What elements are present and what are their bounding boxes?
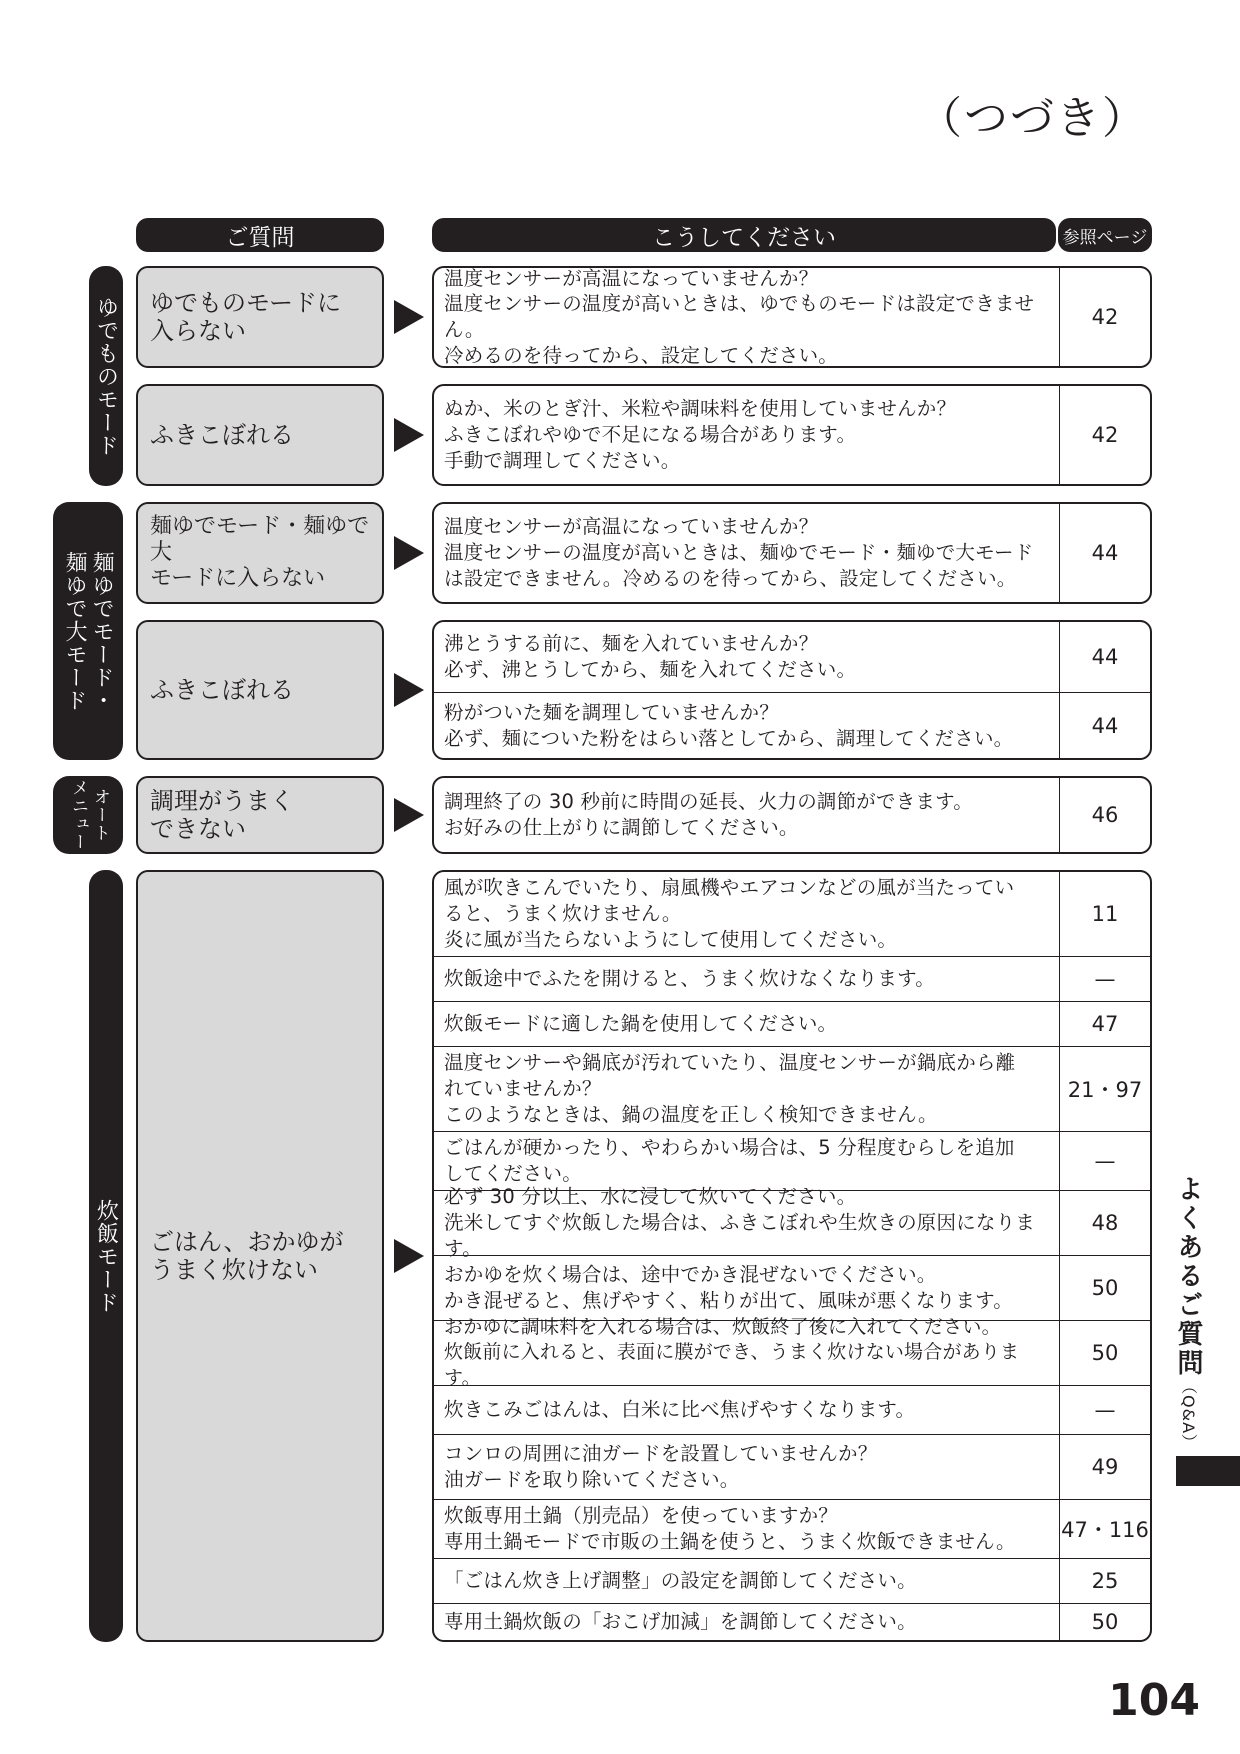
answer-page-ref: 49 bbox=[1059, 1435, 1150, 1499]
arrow-right-icon bbox=[394, 300, 424, 334]
answer-text: 炊飯モードに適した鍋を使用してください。 bbox=[444, 1012, 838, 1036]
header-page: 参照ページ bbox=[1058, 218, 1152, 252]
answer-text: ごはんが硬かったり、やわらかい場合は、5 分程度むらしを追加 してください。 bbox=[444, 1136, 1015, 1185]
answer-box bbox=[432, 620, 1152, 760]
answer-text: 専用土鍋炊飯の「おこげ加減」を調節してください。 bbox=[444, 1610, 917, 1634]
answer-row bbox=[434, 622, 1150, 692]
answer-row bbox=[434, 268, 1150, 366]
answer-page-ref: — bbox=[1059, 1386, 1150, 1434]
arrow-right-icon bbox=[394, 536, 424, 570]
section-label-text: 麺ゆで大モード bbox=[62, 550, 87, 712]
answer-page-ref: 47・116 bbox=[1059, 1500, 1150, 1558]
answer-text: 温度センサーが高温になっていませんか？ 温度センサーの温度が高いときは、ゆでものモードは設定できません。 冷めるのを待ってから、設定してください。 bbox=[444, 266, 1035, 367]
question-rice-porridge-fails: ごはん、おかゆが うまく炊けない bbox=[136, 870, 384, 1642]
side-tab-bar bbox=[1176, 1456, 1240, 1486]
section-label-text: 炊飯モード bbox=[93, 1198, 119, 1314]
answer-box bbox=[432, 870, 1152, 1642]
answer-row bbox=[434, 504, 1150, 602]
answer-page-ref: 50 bbox=[1059, 1604, 1150, 1640]
answer-row bbox=[434, 1185, 1150, 1260]
answer-row bbox=[434, 1558, 1150, 1603]
answer-page-ref: 44 bbox=[1059, 622, 1150, 692]
arrow-right-icon bbox=[394, 1239, 424, 1273]
answer-text: 「ごはん炊き上げ調整」の設定を調節してください。 bbox=[444, 1569, 917, 1593]
side-tab-label bbox=[1170, 1175, 1207, 1451]
answer-row bbox=[434, 1046, 1150, 1131]
answer-box bbox=[432, 384, 1152, 486]
answer-page-ref: 11 bbox=[1059, 872, 1150, 956]
answer-text: 沸とうする前に、麺を入れていませんか？ 必ず、沸とうしてから、麺を入れてください。 bbox=[444, 632, 857, 681]
answer-row bbox=[434, 1499, 1150, 1558]
answer-row bbox=[434, 956, 1150, 1001]
answer-page-ref: 25 bbox=[1059, 1559, 1150, 1603]
answer-text: 温度センサーが高温になっていませんか？ 温度センサーの温度が高いときは、麺ゆでモード・麺ゆで大モード は設定できません。冷めるのを待ってから、設定してください。 bbox=[444, 515, 1034, 590]
answer-row bbox=[434, 1434, 1150, 1499]
answer-page-ref: 44 bbox=[1059, 504, 1150, 602]
answer-page-ref: 47 bbox=[1059, 1002, 1150, 1046]
answer-row bbox=[434, 872, 1150, 956]
answer-page-ref: 50 bbox=[1059, 1256, 1150, 1320]
answer-text: 炊きこみごはんは、白米に比べ焦げやすくなります。 bbox=[444, 1398, 916, 1422]
answer-page-ref: 46 bbox=[1059, 778, 1150, 852]
answer-page-ref: — bbox=[1059, 1132, 1150, 1190]
question-boil-over: ふきこぼれる bbox=[136, 384, 384, 486]
answer-text: 粉がついた麺を調理していませんか？ 必ず、麺についた粉をはらい落としてから、調理してください。 bbox=[444, 700, 1014, 750]
answer-row bbox=[434, 1603, 1150, 1640]
section-label-text: メニュー bbox=[68, 779, 88, 851]
question-noodle-mode-not-entering: 麺ゆでモード・麺ゆで大 モードに入らない bbox=[136, 502, 384, 604]
answer-page-ref: 44 bbox=[1059, 693, 1150, 758]
side-tab-sub: （Q&A） bbox=[1179, 1378, 1198, 1452]
answer-text: 風が吹きこんでいたり、扇風機やエアコンなどの風が当たってい ると、うまく炊けません。 炎に風が当たらないようにして使用してください。 bbox=[444, 876, 1015, 951]
section-label-text: オート bbox=[89, 788, 110, 842]
answer-row bbox=[434, 1255, 1150, 1320]
answer-page-ref: 50 bbox=[1059, 1321, 1150, 1385]
answer-row bbox=[434, 386, 1150, 484]
answer-text: 温度センサーや鍋底が汚れていたり、温度センサーが鍋底から離 れていませんか？ このようなときは、鍋の温度を正しく検知できません。 bbox=[444, 1051, 1016, 1126]
question-noodle-boil-over: ふきこぼれる bbox=[136, 620, 384, 760]
answer-box bbox=[432, 502, 1152, 604]
answer-text: コンロの周囲に油ガードを設置していませんか？ 油ガードを取り除いてください。 bbox=[444, 1442, 878, 1491]
answer-box bbox=[432, 266, 1152, 368]
section-label-text: 麺ゆでモード・ bbox=[89, 550, 115, 712]
answer-row bbox=[434, 1131, 1150, 1190]
answer-row bbox=[434, 778, 1150, 852]
answer-row bbox=[434, 1385, 1150, 1434]
section-label-auto-menu bbox=[53, 776, 123, 854]
side-tab-title: よくあるご質問 bbox=[1173, 1175, 1203, 1378]
answer-text: 炊飯途中でふたを開けると、うまく炊けなくなります。 bbox=[444, 967, 935, 991]
answer-row bbox=[434, 1316, 1150, 1389]
section-label-noodle-mode bbox=[53, 502, 123, 760]
header-question: ご質問 bbox=[136, 218, 384, 252]
question-cooking-fails: 調理がうまく できない bbox=[136, 776, 384, 854]
answer-box bbox=[432, 776, 1152, 854]
question-boil-mode-not-entering: ゆでものモードに 入らない bbox=[136, 266, 384, 368]
answer-text: ぬか、米のとぎ汁、米粒や調味料を使用していませんか？ ふきこぼれやゆで不足になる場合があります。 手動で調理してください。 bbox=[444, 397, 957, 472]
arrow-right-icon bbox=[394, 673, 424, 707]
answer-row bbox=[434, 692, 1150, 758]
answer-page-ref: 21・97 bbox=[1059, 1047, 1150, 1131]
answer-text: 炊飯専用土鍋（別売品）を使っていますか？ 専用土鍋モードで市販の土鍋を使うと、うまく炊飯できません。 bbox=[444, 1504, 1016, 1553]
arrow-right-icon bbox=[394, 418, 424, 452]
answer-text: 調理終了の 30 秒前に時間の延長、火力の調節ができます。 お好みの仕上がりに調節してください。 bbox=[444, 790, 973, 839]
answer-page-ref: 42 bbox=[1059, 268, 1150, 366]
section-label-boil-mode bbox=[89, 266, 123, 486]
answer-text: おかゆを炊く場合は、途中でかき混ぜないでください。 かき混ぜると、焦げやすく、粘りが出て、風味が悪くなります。 bbox=[444, 1263, 1013, 1312]
section-label-text: ゆでものモード bbox=[93, 295, 119, 457]
answer-text: おかゆに調味料を入れる場合は、炊飯終了後に入れてください。 炊飯前に入れると、表面に膜ができ、うまく炊けない場合があります。 bbox=[444, 1316, 1020, 1389]
page-number: 104 bbox=[1108, 1675, 1200, 1726]
arrow-right-icon bbox=[394, 798, 424, 832]
header-answer: こうしてください bbox=[432, 218, 1056, 252]
answer-row bbox=[434, 1001, 1150, 1046]
answer-text: 必ず 30 分以上、水に浸して炊いてください。 洗米してすぐ炊飯した場合は、ふきこぼれや生炊きの原因になります。 bbox=[444, 1185, 1036, 1260]
answer-page-ref: 42 bbox=[1059, 386, 1150, 484]
answer-page-ref: — bbox=[1059, 957, 1150, 1001]
continued-title: （つづき） bbox=[918, 93, 1148, 144]
answer-page-ref: 48 bbox=[1059, 1191, 1150, 1255]
section-label-rice-mode bbox=[89, 870, 123, 1642]
